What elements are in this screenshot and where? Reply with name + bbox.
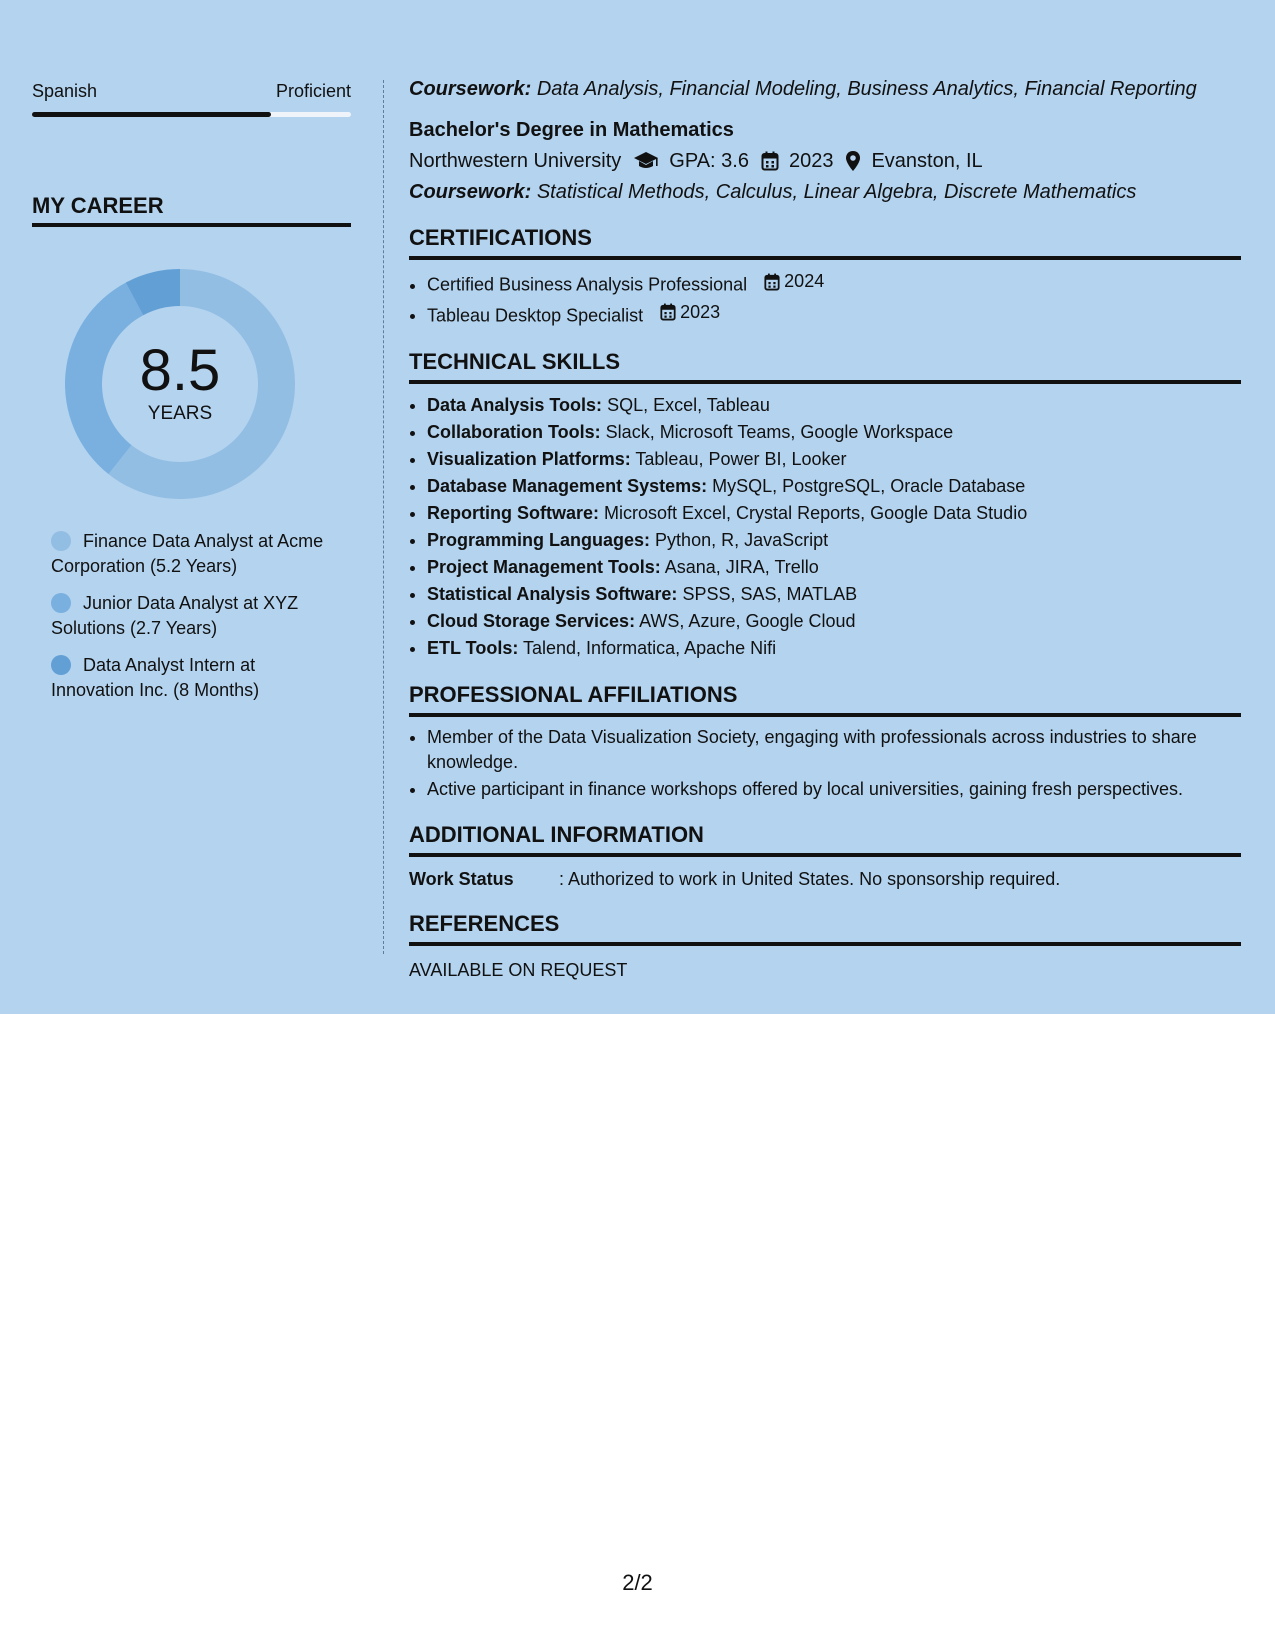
skill-item	[427, 554, 1241, 581]
page-number: 2/2	[622, 1570, 653, 1595]
career-item-label: Junior Data Analyst at XYZ Solutions (2.7 Years)	[51, 593, 299, 638]
school-name: Northwestern University	[409, 150, 622, 172]
skill-item	[427, 500, 1241, 527]
skill-value: SQL, Excel, Tableau	[607, 395, 770, 415]
skill-value: MySQL, PostgreSQL, Oracle Database	[712, 476, 1026, 496]
skill-value: Talend, Informatica, Apache Nifi	[523, 638, 777, 658]
donut-center	[65, 269, 295, 499]
legend-dot	[51, 531, 71, 551]
skill-item	[427, 446, 1241, 473]
previous-coursework	[409, 76, 1241, 102]
career-legend	[32, 529, 351, 703]
skill-label: Data Analysis Tools:	[427, 395, 603, 415]
degree-title: Bachelor's Degree in Mathematics	[409, 119, 734, 141]
right-column	[409, 76, 1241, 982]
coursework-label: Coursework:	[409, 78, 532, 100]
certification-date	[660, 299, 720, 326]
skill-label: Cloud Storage Services:	[427, 611, 636, 631]
career-item-label: Data Analyst Intern at Innovation Inc. (8 Months)	[51, 655, 260, 700]
coursework-text: Data Analysis, Financial Modeling, Business Analytics, Financial Reporting	[536, 78, 1197, 100]
skill-value: Tableau, Power BI, Looker	[635, 449, 847, 469]
language-row	[32, 76, 351, 102]
skill-item	[427, 608, 1241, 635]
left-column	[32, 76, 351, 715]
affiliation-item: • Member of the Data Visualization Society, engaging with professionals across industries to share knowledge.	[427, 725, 1241, 775]
certification-name: Tableau Desktop Specialist	[427, 305, 644, 325]
career-legend-item	[51, 529, 341, 579]
calendar-icon	[761, 151, 779, 171]
skill-label: Project Management Tools:	[427, 557, 661, 577]
skill-item	[427, 392, 1241, 419]
certification-item	[427, 268, 1241, 299]
map-pin-icon	[845, 150, 861, 172]
skill-value: Python, R, JavaScript	[655, 530, 829, 550]
coursework-text: Statistical Methods, Calculus, Linear Algebra, Discrete Mathematics	[536, 181, 1137, 203]
career-total-years: 8.5	[139, 338, 221, 403]
work-status-row	[409, 867, 1241, 891]
skill-value: SPSS, SAS, MATLAB	[682, 584, 858, 604]
skill-value: Slack, Microsoft Teams, Google Workspace	[605, 422, 954, 442]
skill-item	[427, 635, 1241, 662]
skill-item	[427, 581, 1241, 608]
skill-item	[427, 419, 1241, 446]
career-item-label: Finance Data Analyst at Acme Corporation (5.2 Years)	[51, 531, 324, 576]
references-heading: REFERENCES	[409, 911, 1241, 946]
school-location: Evanston, IL	[871, 150, 983, 172]
skill-value: Microsoft Excel, Crystal Reports, Google Data Studio	[604, 503, 1028, 523]
skill-label: Visualization Platforms:	[427, 449, 631, 469]
career-donut-chart	[65, 269, 295, 499]
certification-year: 2023	[680, 301, 721, 322]
legend-dot	[51, 655, 71, 675]
language-proficiency-bar	[32, 112, 351, 117]
legend-dot	[51, 593, 71, 613]
skill-label: Programming Languages:	[427, 530, 651, 550]
affiliation-item: • Active participant in finance workshops offered by local universities, gaining fresh perspectives.	[427, 777, 1241, 802]
references-text: AVAILABLE ON REQUEST	[409, 960, 628, 980]
career-heading: MY CAREER	[32, 193, 351, 227]
language-proficiency-fill	[32, 112, 271, 117]
work-status-label: Work Status	[409, 869, 514, 889]
calendar-icon	[660, 303, 676, 321]
column-divider	[383, 80, 384, 954]
certification-date	[764, 268, 824, 295]
degree-coursework	[409, 179, 1241, 205]
gpa: GPA: 3.6	[669, 150, 749, 172]
affiliations-heading: PROFESSIONAL AFFILIATIONS	[409, 682, 1241, 717]
certification-year: 2024	[784, 271, 825, 291]
skill-item	[427, 473, 1241, 500]
additional-info-heading: ADDITIONAL INFORMATION	[409, 822, 1241, 857]
skill-value: AWS, Azure, Google Cloud	[639, 611, 856, 631]
work-status-value: : Authorized to work in United States. No sponsorship required.	[559, 869, 1061, 889]
education-meta	[409, 148, 1241, 174]
skill-label: ETL Tools:	[427, 638, 519, 658]
graduation-year: 2023	[788, 150, 834, 172]
skill-label: Collaboration Tools:	[427, 422, 601, 442]
skill-label: Statistical Analysis Software:	[427, 584, 678, 604]
skill-item	[427, 527, 1241, 554]
coursework-label: Coursework:	[409, 181, 532, 203]
language-name: Spanish	[32, 81, 98, 101]
graduation-cap-icon	[633, 151, 659, 171]
language-level: Proficient	[275, 81, 351, 101]
career-legend-item	[51, 591, 341, 641]
certifications-heading: CERTIFICATIONS	[409, 225, 1241, 260]
affiliations-list	[409, 725, 1241, 802]
calendar-icon	[764, 273, 780, 291]
technical-skills-heading: TECHNICAL SKILLS	[409, 349, 1241, 384]
technical-skills-list	[409, 392, 1241, 662]
skill-label: Database Management Systems:	[427, 476, 708, 496]
certification-item	[427, 299, 1241, 330]
skill-value: Asana, JIRA, Trello	[664, 557, 819, 577]
career-legend-item	[51, 653, 341, 703]
certification-name: Certified Business Analysis Professional	[427, 274, 748, 295]
certifications-list	[409, 268, 1241, 329]
career-total-unit: YEARS	[147, 403, 213, 424]
skill-label: Reporting Software:	[427, 503, 600, 523]
